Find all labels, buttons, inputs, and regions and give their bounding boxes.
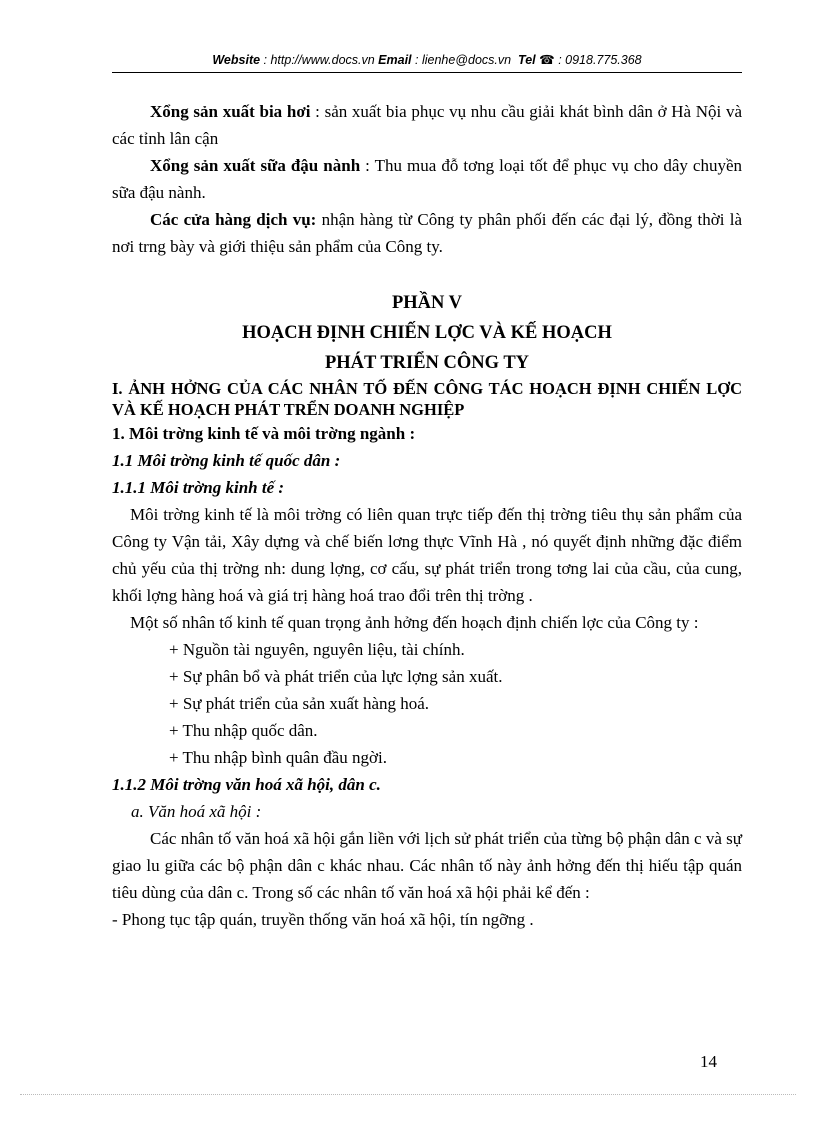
list-item: + Thu nhập quốc dân. [169,721,318,740]
page-header [112,52,742,67]
email-value: : lienhe@docs.vn [411,53,515,67]
header-divider [112,72,742,73]
phone-icon: ☎ [539,53,555,67]
intro-paragraph-soymilk [112,152,742,206]
factors-list [112,636,742,771]
intro-bold-stores: Các cửa hàng dịch vụ: [150,210,317,229]
intro-text-soymilk: : Thu mua đỗ tơng loại tốt để phục vụ cho dây chuyền sữa đậu nành. [112,156,742,202]
section-heading-1: I. ẢNH HỞNG CỦA CÁC NHÂN TỐ ĐẾN CÔNG TÁC HOẠCH ĐỊNH CHIẾN LỢC VÀ KẾ HOẠCH PHÁT TRỂN DOANH NGHIỆP [112,379,742,419]
website-value: : http://www.docs.vn [260,53,379,67]
list-item: + Sự phát triển của sản xuất hàng hoá. [169,694,430,713]
footer-divider [20,1094,796,1095]
website-label: Website [212,53,261,67]
list-item: + Nguồn tài nguyên, nguyên liệu, tài chính. [169,640,465,659]
dash-list-item: - Phong tục tập quán, truyền thống văn hoá xã hội, tín ngỡng . [112,910,534,929]
part-title-line1: HOẠCH ĐỊNH CHIẾN LỢC VÀ KẾ HOẠCH [242,323,612,343]
paragraph-culture: Các nhân tố văn hoá xã hội gắn liền với lịch sử phát triển của từng bộ phận dân c và sự giao lu giữa các bộ phận dân c khác nhau. Các nhân tố này ảnh hởng đến thị hiếu tập quán tiêu dùng của dân c. Trong số các nhân tố văn hoá xã hội phải kể đến : [112,829,742,902]
paragraph-key-factors: Một số nhân tố kinh tế quan trọng ảnh hởng đến hoạch định chiến lợc của Công ty : [130,613,699,632]
intro-paragraph-beer [112,98,742,152]
intro-text-beer: : sản xuất bia phục vụ nhu cầu giải khát bình dân ở Hà Nội và các tỉnh lân cận [112,102,743,148]
email-label: Email [378,53,412,67]
list-item: + Thu nhập bình quân đầu ngời. [169,748,387,767]
intro-bold-soymilk: Xổng sản xuất sữa đậu nành [150,156,361,175]
paragraph-economic-env: Môi trờng kinh tế là môi trờng có liên quan trực tiếp đến thị trờng tiêu thụ sản phẩm của Công ty Vận tải, Xây dựng và chế biến lơng thực Vĩnh Hà , nó quyết định những đặc điểm chủ yếu của thị trờng nh: dung lợng, cơ cấu, sự phát triển trong tơng lai của cầu, của cung, khối lợng hàng hoá và giá trị hàng hoá trao đổi trên thị trờng . [112,505,742,605]
list-item: + Sự phân bổ và phát triển của lực lợng sản xuất. [169,667,503,686]
subsection-heading-culture: a. Văn hoá xã hội : [131,802,262,821]
tel-value: : 0918.775.368 [558,53,642,67]
part-label: PHẦN V [391,293,463,313]
intro-bold-beer: Xổng sản xuất bia hơi [150,102,311,121]
section-heading-culture: 1.1.2 Môi trờng văn hoá xã hội, dân c. [112,775,381,794]
page-number: 14 [700,1052,717,1071]
intro-paragraph-stores [112,206,742,260]
intro-text-stores: nhận hàng từ Công ty phân phối đến các đại lý, đồng thời là nơi trng bày và giới thiệu sản phẩm của Công ty. [112,210,742,256]
tel-label: Tel [518,53,536,67]
section-heading-national-economy: 1.1 Môi trờng kinh tế quốc dân : [112,451,341,470]
page-content [112,98,742,933]
section-heading-economic: 1.1.1 Môi trờng kinh tế : [112,478,285,497]
section-heading-economic-env: 1. Môi trờng kinh tế và môi trờng ngành : [112,424,416,443]
part-title-line2: PHÁT TRIỂN CÔNG TY [324,353,530,373]
